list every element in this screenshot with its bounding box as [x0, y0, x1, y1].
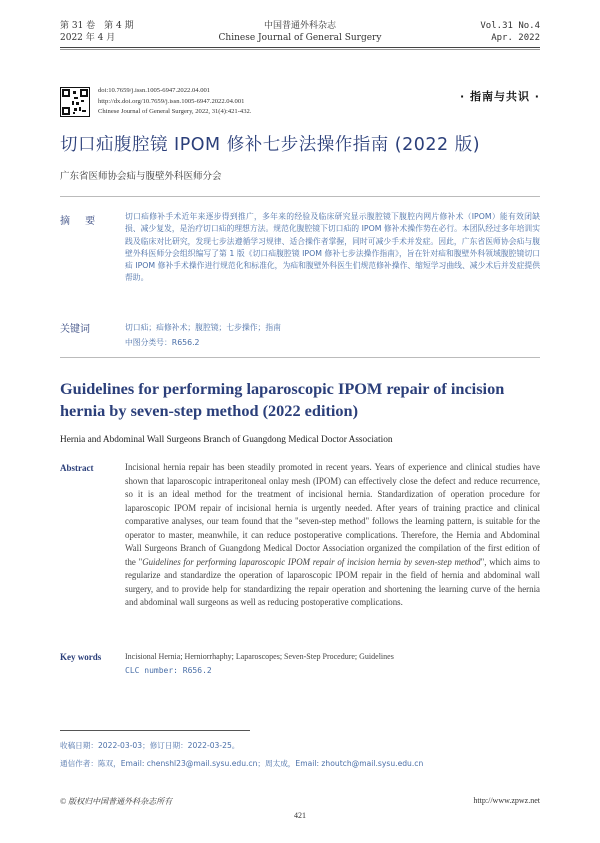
clc-number-cn: 中图分类号：R656.2	[125, 338, 200, 347]
journal-name-en: Chinese Journal of General Surgery	[218, 33, 382, 43]
header-divider-thin	[60, 49, 540, 50]
header-divider	[60, 47, 540, 48]
copyright: © 版权归中国普通外科杂志所有	[60, 797, 173, 806]
issue-date-cn: 2022 年 4 月	[60, 33, 116, 43]
author-en: Hernia and Abdominal Wall Surgeons Branch of Guangdong Medical Doctor Association	[60, 435, 393, 445]
received-date: 收稿日期：2022-03-03；修订日期：2022-03-25。	[60, 741, 240, 750]
abstract-en-part1: Incisional hernia repair has been steadily promoted in recent years. Years of experience and clinical studies have shown that laparoscopic intraperitoneal onlay mesh (IPOM) can effectively close the defect and reduce recurrence, so it is an ideal method for the treatment of incisional hernia. Standardization of operation procedure for laparoscopic IPOM repair of incisional hernia is urgently needed. After years of training practice and clinical comparative analyses, our team found that the "seven-step method" follows the learning pattern, is suitable for the operator to master, meanwhile, it can reduce postoperative complications. Therefore, the Hernia and Abdominal Wall Surgeons Branch of Guangdong Medical Doctor Association organized the compilation of the first edition of the "	[125, 462, 540, 567]
page-title-en: Guidelines for performing laparoscopic IPOM repair of incision hernia by seven-step method (2022 edition)	[60, 379, 505, 420]
abstract-en-part2: ", which aims to regularize and standardize the operation of laparoscopic IPOM repair in the field of hernia and abdominal wall surgery, and to provide help for standardizing the repair operation and shortening the learning curve of the hernia and abdominal wall surgeons as well as reducing postoperative complications.	[125, 556, 540, 607]
citation-text: Chinese Journal of General Surgery, 2022, 31(4):421-432.	[98, 108, 252, 116]
volume-issue-en: Vol.31 No.4	[480, 21, 540, 31]
article-info	[98, 86, 251, 118]
abstract-en	[125, 461, 540, 610]
volume-issue-cn: 第 31 卷 第 4 期	[60, 21, 134, 31]
journal-url-link[interactable]: http://www.zpwz.net	[473, 796, 540, 805]
page-number: 421	[294, 811, 306, 820]
keywords-cn: 切口疝；疝修补术；腹腔镜；七步操作；指南	[125, 323, 281, 332]
keywords-label-en: Key words	[60, 652, 102, 662]
doi-text[interactable]: doi:10.7659/j.issn.1005-6947.2022.04.001	[98, 87, 211, 94]
keywords-label-cn: 关键词	[60, 324, 90, 335]
abstract-label-cn: 摘 要	[60, 216, 102, 227]
abstract-cn: 切口疝修补手术近年来逐步得到推广，多年来的经验及临床研究显示腹腔镜下腹腔内网片修补术（IPOM）能有效闭缺损、减少复发，是治疗切口疝的理想方法。规范化腹腔镜下切口疝的 IPOM 修补术操作势在必行。本团队经过多年培训实践及临床对比研究，发现七步法遵循学习规律、适合操作者掌握，同时可减少手术并发症。因此，广东省医师协会疝与腹壁外科医师分会组织编写了第 1 版《切口疝腹腔镜 IPOM 修补七步法操作指南》，旨在针对疝和腹壁外科领域腹腔镜切口疝 IPOM 修补手术操作进行规范化和标准化，为疝和腹壁外科医生们规范修补操作、缩短学习曲线、减少术后并发症提供帮助。	[125, 212, 540, 283]
section-tag: · 指南与共识 ·	[459, 90, 540, 103]
qr-code-icon[interactable]	[60, 87, 90, 117]
clc-number-en: CLC number: R656.2	[125, 666, 212, 675]
divider	[60, 196, 540, 197]
issue-date-en: Apr. 2022	[491, 33, 540, 43]
author-cn: 广东省医师协会疝与腹壁外科医师分会	[60, 171, 222, 182]
journal-name-cn: 中国普通外科杂志	[263, 21, 336, 31]
footnote-divider	[60, 730, 250, 731]
journal-volume-en	[480, 20, 540, 44]
abstract-label-en: Abstract	[60, 463, 94, 473]
doi-link[interactable]: http://dx.doi.org/10.7659/j.issn.1005-6947.2022.04.001	[98, 97, 245, 105]
divider	[60, 357, 540, 358]
abstract-en-guideline-title: Guidelines for performing laparoscopic IPOM repair of incision hernia by seven-step method	[142, 556, 481, 567]
correspondence: 通信作者：陈双，Email: chenshl23@mail.sysu.edu.cn；周太成，Email: zhoutch@mail.sysu.edu.cn	[60, 759, 424, 768]
keywords-en: Incisional Hernia; Herniorrhaphy; Laparoscopes; Seven-Step Procedure; Guidelines	[125, 652, 394, 661]
page-title-cn: 切口疝腹腔镜 IPOM 修补七步法操作指南 (2022 版)	[60, 135, 481, 155]
